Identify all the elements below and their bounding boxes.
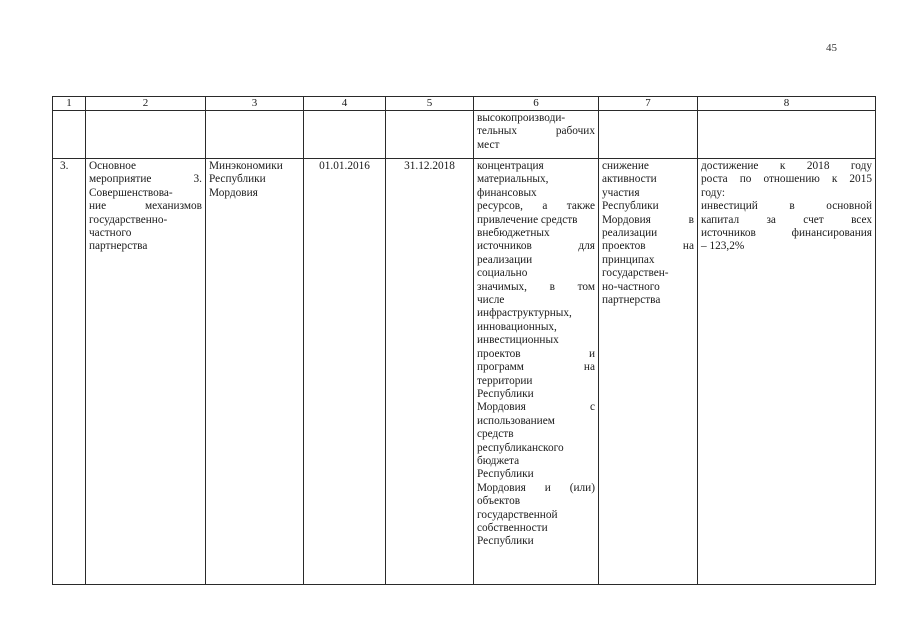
cont-line: мест (477, 138, 500, 151)
result-line: Республики (477, 468, 534, 481)
result-line: числе (477, 294, 505, 307)
risk-line: участия (602, 186, 640, 199)
measure-name-cell (86, 159, 206, 585)
executor-cell (206, 159, 304, 585)
cont-cell-1 (53, 111, 86, 159)
header-cell-3: 3 (206, 97, 304, 111)
measure-line: партнерства (89, 240, 148, 253)
indicator-line: – 123,2% (701, 240, 745, 253)
result-line: Республики (477, 535, 534, 548)
header-cell-4: 4 (304, 97, 386, 111)
cont-cell-2 (86, 111, 206, 159)
result-line: Республики (477, 387, 534, 400)
indicator-line: роста по отношению к 2015 (701, 173, 872, 186)
result-line: объектов (477, 495, 521, 508)
result-line: инфраструктурных, (477, 307, 572, 320)
page-number: 45 (826, 42, 837, 54)
header-cell-8: 8 (698, 97, 876, 111)
risk-line: проектов на (602, 240, 694, 253)
result-line: государственной (477, 508, 558, 521)
result-line: инвестиционных (477, 334, 559, 347)
risk-line: Мордовия в (602, 213, 694, 226)
risk-line: партнерства (602, 294, 661, 307)
result-line: финансовых (477, 186, 537, 199)
row-number: 3. (53, 159, 86, 585)
risk-line: реализации (602, 227, 658, 240)
cont-line: высокопроизводи- (477, 112, 566, 124)
indicator-line: источников финансирования (701, 227, 872, 240)
result-line: собственности (477, 521, 548, 534)
cont-cell-3 (206, 111, 304, 159)
indicator-line: инвестиций в основной (701, 200, 872, 213)
header-cell-2: 2 (86, 97, 206, 111)
result-line: проектов и (477, 347, 595, 360)
result-line: источников для (477, 240, 595, 253)
measures-table (52, 96, 876, 585)
result-line: материальных, (477, 173, 549, 186)
indicator-cell (698, 159, 876, 585)
risk-line: Республики (602, 200, 659, 213)
measure-line: ние механизмов (89, 200, 202, 213)
result-line: использованием (477, 414, 555, 427)
cont-cell-5 (386, 111, 474, 159)
end-date-cell: 31.12.2018 (386, 159, 474, 585)
executor-line: Минэкономики (209, 160, 283, 172)
executor-line: Республики (209, 173, 266, 186)
expected-result-cell (474, 159, 599, 585)
result-line: республиканского (477, 441, 564, 454)
continued-row (53, 111, 876, 159)
header-cell-5: 5 (386, 97, 474, 111)
measure-line: частного (89, 227, 132, 240)
result-line: привлечение средств (477, 213, 578, 226)
risk-line: активности (602, 173, 657, 186)
indicator-line: году: (701, 186, 726, 199)
result-line: территории (477, 374, 533, 387)
risk-line: принципах (602, 253, 655, 266)
indicator-line: достижение к 2018 году (701, 160, 872, 172)
measure-line: Основное (89, 160, 137, 172)
risk-cell (599, 159, 698, 585)
result-line: инновационных, (477, 320, 557, 333)
header-cell-7: 7 (599, 97, 698, 111)
result-line: концентрация (477, 160, 544, 172)
header-cell-1: 1 (53, 97, 86, 111)
cont-cell-7 (599, 111, 698, 159)
header-row (53, 97, 876, 111)
result-line: средств (477, 428, 514, 441)
measure-line: мероприятие 3. (89, 173, 202, 186)
start-date-cell: 01.01.2016 (304, 159, 386, 585)
result-line: значимых, в том (477, 280, 595, 293)
risk-line: государствен- (602, 267, 669, 280)
result-line: Мордовия и (или) (477, 481, 595, 494)
header-cell-6: 6 (474, 97, 599, 111)
cont-cell-8 (698, 111, 876, 159)
indicator-line: капитал за счет всех (701, 213, 872, 226)
result-line: реализации (477, 253, 533, 266)
table-row-3 (53, 159, 876, 585)
risk-line: снижение (602, 160, 649, 172)
result-line: внебюджетных (477, 227, 550, 240)
result-line: программ на (477, 361, 595, 374)
cont-cell-6 (474, 111, 599, 159)
cont-line: тельных рабочих (477, 125, 595, 138)
risk-line: но-частного (602, 280, 660, 293)
result-line: бюджета (477, 454, 520, 467)
result-line: социально (477, 267, 528, 280)
cont-cell-4 (304, 111, 386, 159)
result-line: ресурсов, а также (477, 200, 595, 213)
measure-line: государственно- (89, 213, 168, 226)
executor-line: Мордовия (209, 186, 258, 199)
result-line: Мордовия с (477, 401, 595, 414)
measure-line: Совершенствова- (89, 186, 173, 199)
